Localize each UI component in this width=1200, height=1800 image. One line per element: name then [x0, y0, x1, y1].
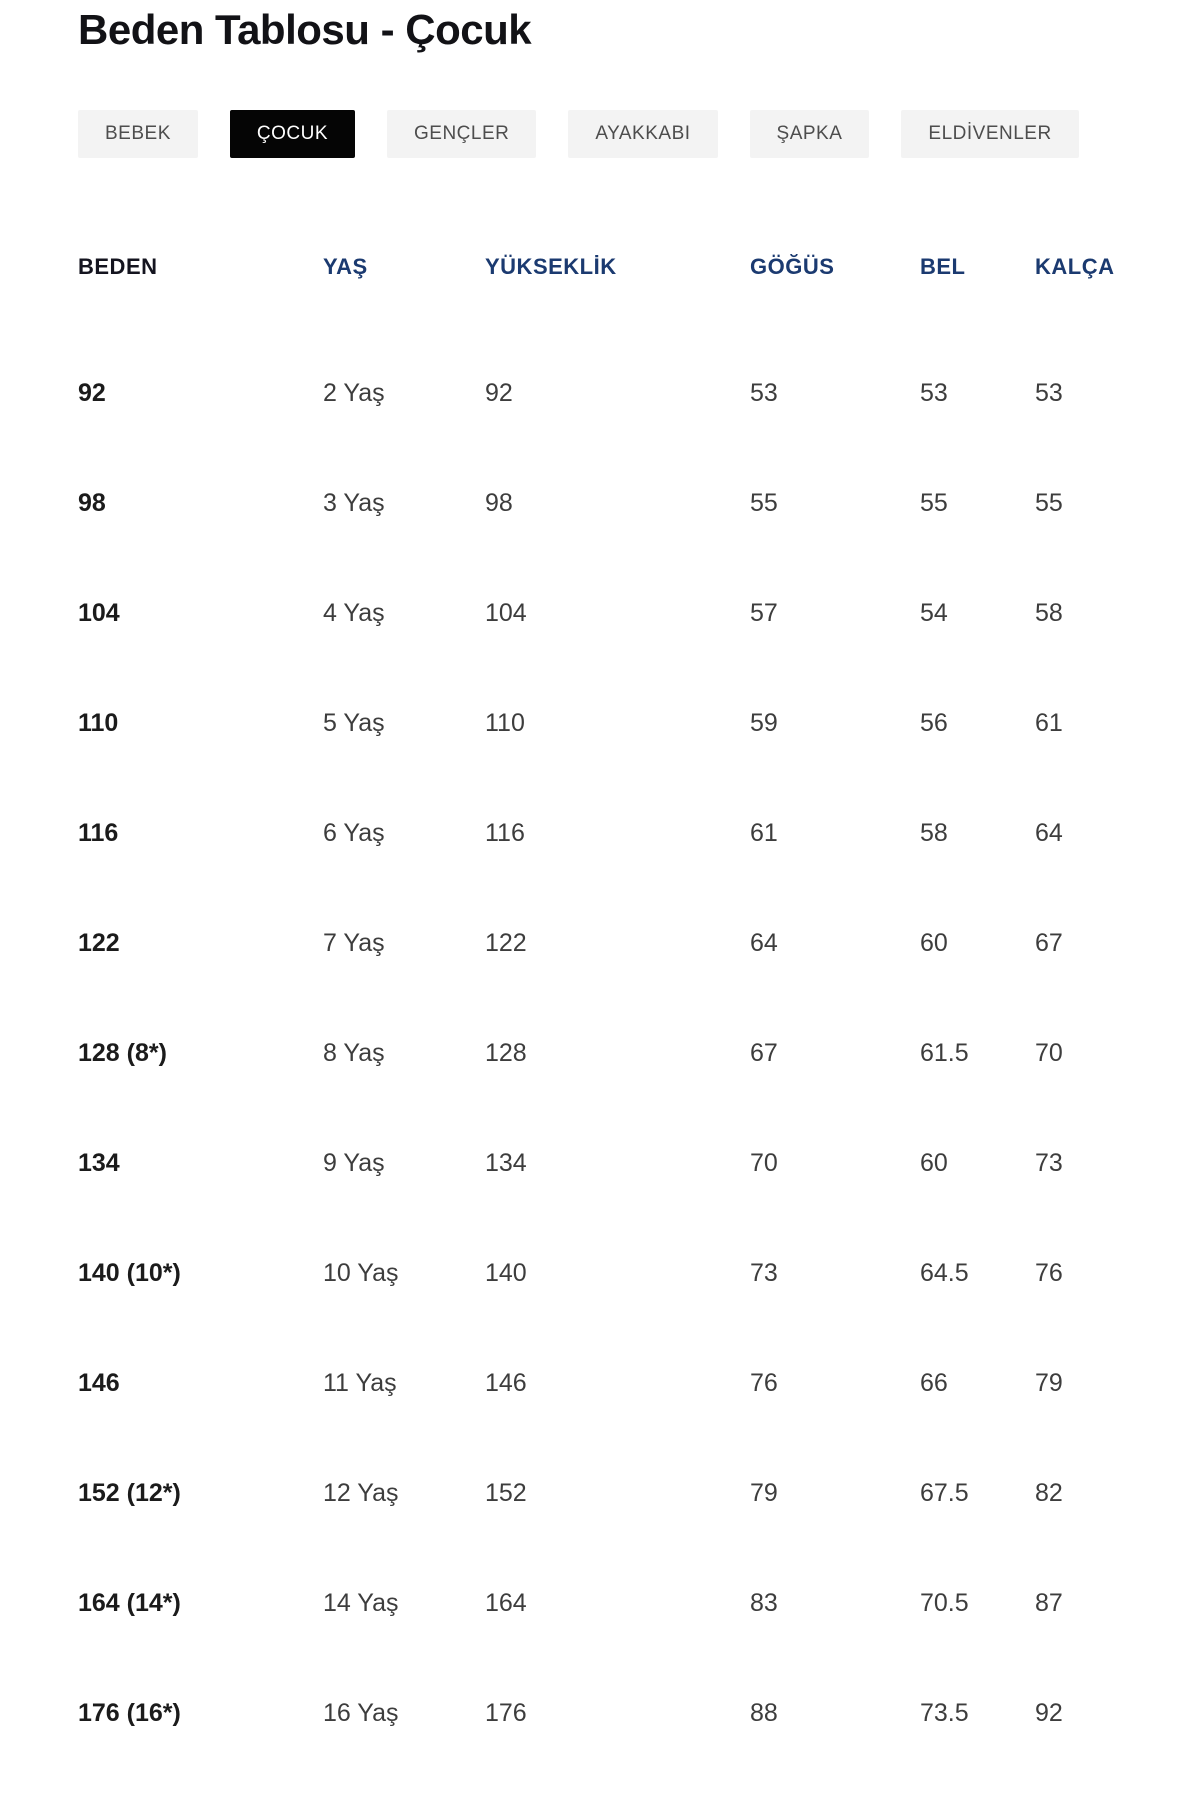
column-header-beden: BEDEN — [78, 254, 158, 280]
cell-gogus: 57 — [750, 598, 778, 627]
cell-yukseklik: 92 — [485, 378, 513, 407]
cell-yukseklik: 128 — [485, 1038, 527, 1067]
cell-bel: 64.5 — [920, 1258, 969, 1287]
cell-kalca: 64 — [1035, 818, 1063, 847]
cell-kalca: 61 — [1035, 708, 1063, 737]
cell-yas: 6 Yaş — [323, 818, 385, 847]
table-row — [78, 1328, 1148, 1438]
table-row — [78, 888, 1148, 998]
cell-beden: 152 (12*) — [78, 1478, 181, 1507]
cell-yas: 2 Yaş — [323, 378, 385, 407]
tab-sapka[interactable]: ŞAPKA — [750, 110, 870, 158]
cell-beden: 146 — [78, 1368, 120, 1397]
table-row — [78, 338, 1148, 448]
cell-yas: 10 Yaş — [323, 1258, 399, 1287]
table-body — [78, 338, 1148, 1768]
cell-bel: 55 — [920, 488, 948, 517]
cell-bel: 60 — [920, 928, 948, 957]
cell-bel: 54 — [920, 598, 948, 627]
cell-beden: 164 (14*) — [78, 1588, 181, 1617]
cell-kalca: 58 — [1035, 598, 1063, 627]
cell-beden: 176 (16*) — [78, 1698, 181, 1727]
cell-kalca: 82 — [1035, 1478, 1063, 1507]
cell-gogus: 70 — [750, 1148, 778, 1177]
cell-bel: 60 — [920, 1148, 948, 1177]
tab-cocuk[interactable]: ÇOCUK — [230, 110, 355, 158]
size-table — [78, 242, 1148, 1768]
tab-ayakkabi[interactable]: AYAKKABI — [568, 110, 717, 158]
cell-yukseklik: 164 — [485, 1588, 527, 1617]
cell-beden: 140 (10*) — [78, 1258, 181, 1287]
page-title: Beden Tablosu - Çocuk — [78, 6, 532, 53]
cell-yukseklik: 146 — [485, 1368, 527, 1397]
cell-beden: 122 — [78, 928, 120, 957]
cell-yas: 11 Yaş — [323, 1368, 397, 1397]
cell-beden: 134 — [78, 1148, 120, 1177]
cell-yas: 5 Yaş — [323, 708, 385, 737]
cell-kalca: 76 — [1035, 1258, 1063, 1287]
cell-beden: 98 — [78, 488, 106, 517]
tab-bebek[interactable]: BEBEK — [78, 110, 198, 158]
cell-bel: 58 — [920, 818, 948, 847]
cell-kalca: 87 — [1035, 1588, 1063, 1617]
table-row — [78, 558, 1148, 668]
cell-yukseklik: 104 — [485, 598, 527, 627]
tab-gencler[interactable]: GENÇLER — [387, 110, 536, 158]
column-header-yas: YAŞ — [323, 254, 368, 280]
cell-kalca: 67 — [1035, 928, 1063, 957]
cell-gogus: 64 — [750, 928, 778, 957]
cell-yukseklik: 122 — [485, 928, 527, 957]
cell-gogus: 76 — [750, 1368, 778, 1397]
cell-gogus: 67 — [750, 1038, 778, 1067]
cell-yas: 3 Yaş — [323, 488, 385, 517]
cell-beden: 92 — [78, 378, 106, 407]
table-row — [78, 1218, 1148, 1328]
cell-yukseklik: 98 — [485, 488, 513, 517]
cell-yas: 9 Yaş — [323, 1148, 385, 1177]
cell-yukseklik: 110 — [485, 708, 525, 737]
cell-gogus: 61 — [750, 818, 778, 847]
cell-yas: 8 Yaş — [323, 1038, 385, 1067]
table-row — [78, 668, 1148, 778]
cell-kalca: 55 — [1035, 488, 1063, 517]
cell-bel: 56 — [920, 708, 948, 737]
cell-kalca: 79 — [1035, 1368, 1063, 1397]
cell-bel: 73.5 — [920, 1698, 969, 1727]
cell-kalca: 73 — [1035, 1148, 1063, 1177]
table-header-row — [78, 242, 1148, 292]
cell-yas: 14 Yaş — [323, 1588, 399, 1617]
cell-gogus: 79 — [750, 1478, 778, 1507]
table-row — [78, 1108, 1148, 1218]
tab-bar — [78, 110, 1148, 158]
table-row — [78, 778, 1148, 888]
tab-eldivenler[interactable]: ELDİVENLER — [901, 110, 1078, 158]
cell-kalca: 53 — [1035, 378, 1063, 407]
table-row — [78, 448, 1148, 558]
cell-gogus: 88 — [750, 1698, 778, 1727]
cell-beden: 110 — [78, 708, 119, 737]
cell-beden: 116 — [78, 818, 119, 847]
cell-gogus: 59 — [750, 708, 778, 737]
cell-bel: 70.5 — [920, 1588, 969, 1617]
cell-yukseklik: 140 — [485, 1258, 527, 1287]
table-row — [78, 1438, 1148, 1548]
column-header-bel: BEL — [920, 254, 966, 280]
cell-yukseklik: 116 — [485, 818, 525, 847]
column-header-gogus: GÖĞÜS — [750, 254, 835, 280]
table-row — [78, 998, 1148, 1108]
cell-bel: 53 — [920, 378, 948, 407]
column-header-kalca: KALÇA — [1035, 254, 1115, 280]
cell-yas: 12 Yaş — [323, 1478, 399, 1507]
cell-gogus: 83 — [750, 1588, 778, 1617]
cell-yukseklik: 134 — [485, 1148, 527, 1177]
cell-gogus: 53 — [750, 378, 778, 407]
cell-yas: 16 Yaş — [323, 1698, 399, 1727]
cell-beden: 128 (8*) — [78, 1038, 167, 1067]
cell-yukseklik: 152 — [485, 1478, 527, 1507]
table-row — [78, 1658, 1148, 1768]
cell-kalca: 70 — [1035, 1038, 1063, 1067]
cell-beden: 104 — [78, 598, 120, 627]
cell-gogus: 55 — [750, 488, 778, 517]
cell-yas: 7 Yaş — [323, 928, 385, 957]
cell-yukseklik: 176 — [485, 1698, 527, 1727]
column-header-yukseklik: YÜKSEKLİK — [485, 254, 617, 280]
cell-bel: 61.5 — [920, 1038, 969, 1067]
cell-bel: 66 — [920, 1368, 948, 1397]
cell-kalca: 92 — [1035, 1698, 1063, 1727]
cell-bel: 67.5 — [920, 1478, 969, 1507]
table-row — [78, 1548, 1148, 1658]
cell-gogus: 73 — [750, 1258, 778, 1287]
cell-yas: 4 Yaş — [323, 598, 385, 627]
